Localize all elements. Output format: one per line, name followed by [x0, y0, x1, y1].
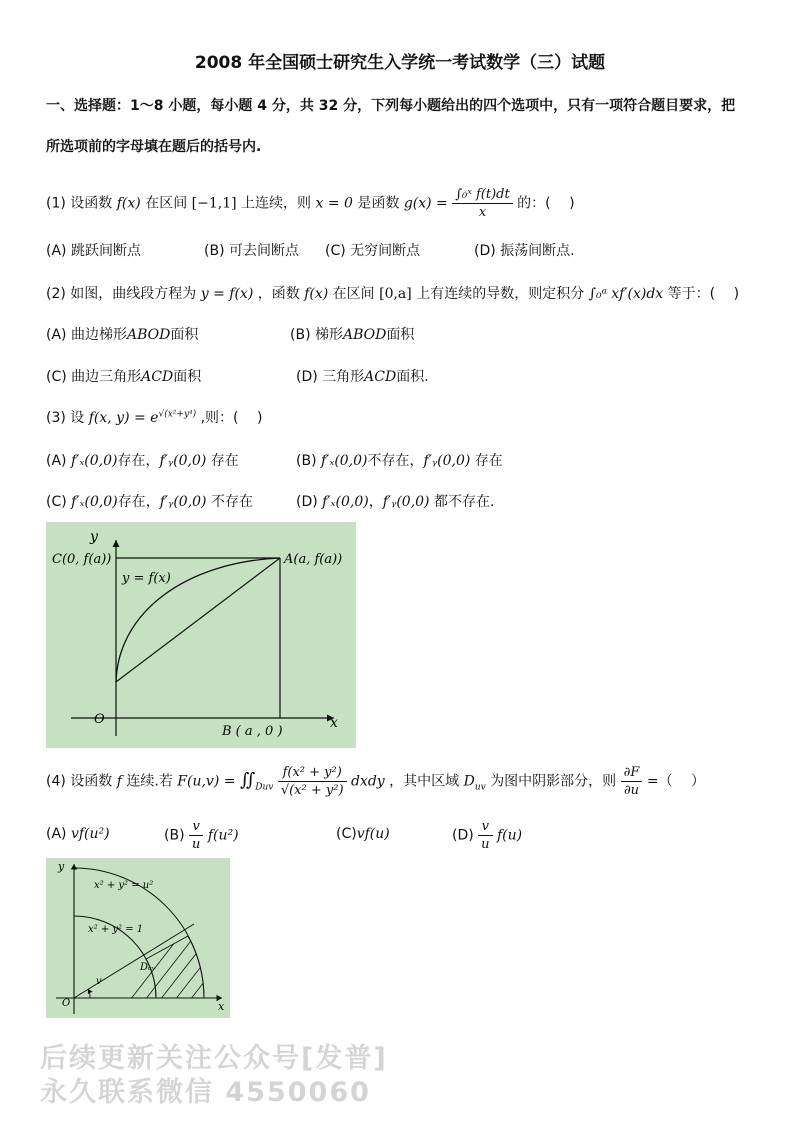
q3-option-d: (D) f′ₓ(0,0)，f′ᵧ(0,0) 都不存在. [296, 494, 495, 510]
q1-option-d: (D) 振荡间断点. [474, 243, 575, 259]
fig2-y-label: y [58, 860, 65, 873]
watermark-line-2: 永久联系微信 4550060 [40, 1077, 371, 1108]
circle-one-label: x² + y² = 1 [88, 924, 144, 935]
question-1-stem: (1) 设函数 f(x) 在区间 [−1,1] 上连续，则 x = 0 是函数 g(x) = $\frac{\text{∫₀ˣ f(t)dt}}{x}$ 的：( ) [46, 187, 575, 220]
figure-curve-svg [46, 522, 356, 748]
curve-label: y = f(x) [122, 571, 171, 586]
figure-region-duv [46, 858, 230, 1018]
question-4-stem: (4) 设函数 f 连续.若 $F(u,v) = ∬_{Duv}$ $\frac{\text{f(x² + y²)}}{\text{√(x² + y²)}}$ dxdy ，其中区域 $D_{uv}$ 为图中阴影部分，则 $\frac{\partial F}{\partial u}$ =（ ） [46, 765, 706, 798]
figure-curve-abod [46, 522, 356, 748]
section-header: 一、选择题：1～8 小题，每小题 4 分，共 32 分，下列每小题给出的四个选项中，只有一项符合题目要求，把 [46, 98, 736, 114]
fig1-x-label: x [330, 715, 338, 731]
question-3-stem: (3) 设 f(x, $y) = e^{√(x^2+y^4)}$ ,则：( ) [46, 409, 263, 426]
q4-option-c: (C)vf(u) [336, 826, 390, 842]
point-a-label: A(a, f(a)) [284, 552, 343, 567]
circle-u-label: x² + y² = u² [94, 880, 154, 891]
q3-option-a: (A) f′ₓ(0,0)存在，f′ᵧ(0,0) 存在 [46, 453, 239, 469]
q2-option-b: (B) 梯形ABOD面积 [290, 327, 415, 343]
angle-label: v [96, 976, 102, 987]
region-label: Dᵤᵥ [140, 962, 156, 973]
q1-option-a: (A) 跳跃间断点 [46, 243, 141, 259]
fig2-origin-label: O [62, 998, 71, 1009]
q4-option-b: (B) $\frac{v}{u}$ f(u²) [164, 819, 239, 852]
fig1-y-label: y [90, 529, 98, 545]
ray-v [74, 924, 194, 998]
q1-option-c: (C) 无穷间断点 [325, 243, 421, 259]
q2-option-c: (C) 曲边三角形ACD面积 [46, 369, 202, 385]
q2-option-d: (D) 三角形ACD面积. [296, 369, 429, 385]
page-title: 2008 年全国硕士研究生入学统一考试数学（三）试题 [194, 53, 606, 73]
q2-option-a: (A) 曲边梯形ABOD面积 [46, 327, 199, 343]
fig2-x-label: x [218, 1000, 225, 1013]
q4-option-d: (D) $\frac{v}{u}$ f(u) [452, 819, 523, 852]
watermark-line-1: 后续更新关注公众号[发普] [40, 1043, 388, 1074]
g-fraction: $\frac{\text{∫₀ˣ f(t)dt}}{x}$ [452, 186, 512, 221]
section-header-cont: 所选项前的字母填在题后的括号内. [46, 139, 262, 155]
q3-option-b: (B) f′ₓ(0,0)不存在，f′ᵧ(0,0) 存在 [296, 453, 503, 469]
q4-option-a: (A) vf(u²) [46, 826, 110, 842]
q3-option-c: (C) f′ₓ(0,0)存在，f′ᵧ(0,0) 不存在 [46, 494, 253, 510]
angle-arc [88, 989, 90, 998]
point-b-label: B ( a , 0 ) [222, 724, 283, 739]
question-2-stem: (2) 如图，曲线段方程为 y = f(x) ，函数 f(x) 在区间 [0,a] 上有连续的导数，则定积分 ∫₀ᵃ xf′(x)dx 等于：( ) [46, 286, 740, 302]
q1-option-b: (B) 可去间断点 [204, 243, 299, 259]
fig1-origin-label: O [94, 712, 105, 727]
point-c-label: C(0, f(a)) [52, 552, 112, 567]
integrand-fraction: $\frac{\text{f(x² + y²)}}{\text{√(x² + y²)}}$ [278, 764, 347, 799]
figure-region-svg [46, 858, 230, 1018]
partial-fraction: $\frac{\partial F}{\partial u}$ [621, 764, 643, 799]
